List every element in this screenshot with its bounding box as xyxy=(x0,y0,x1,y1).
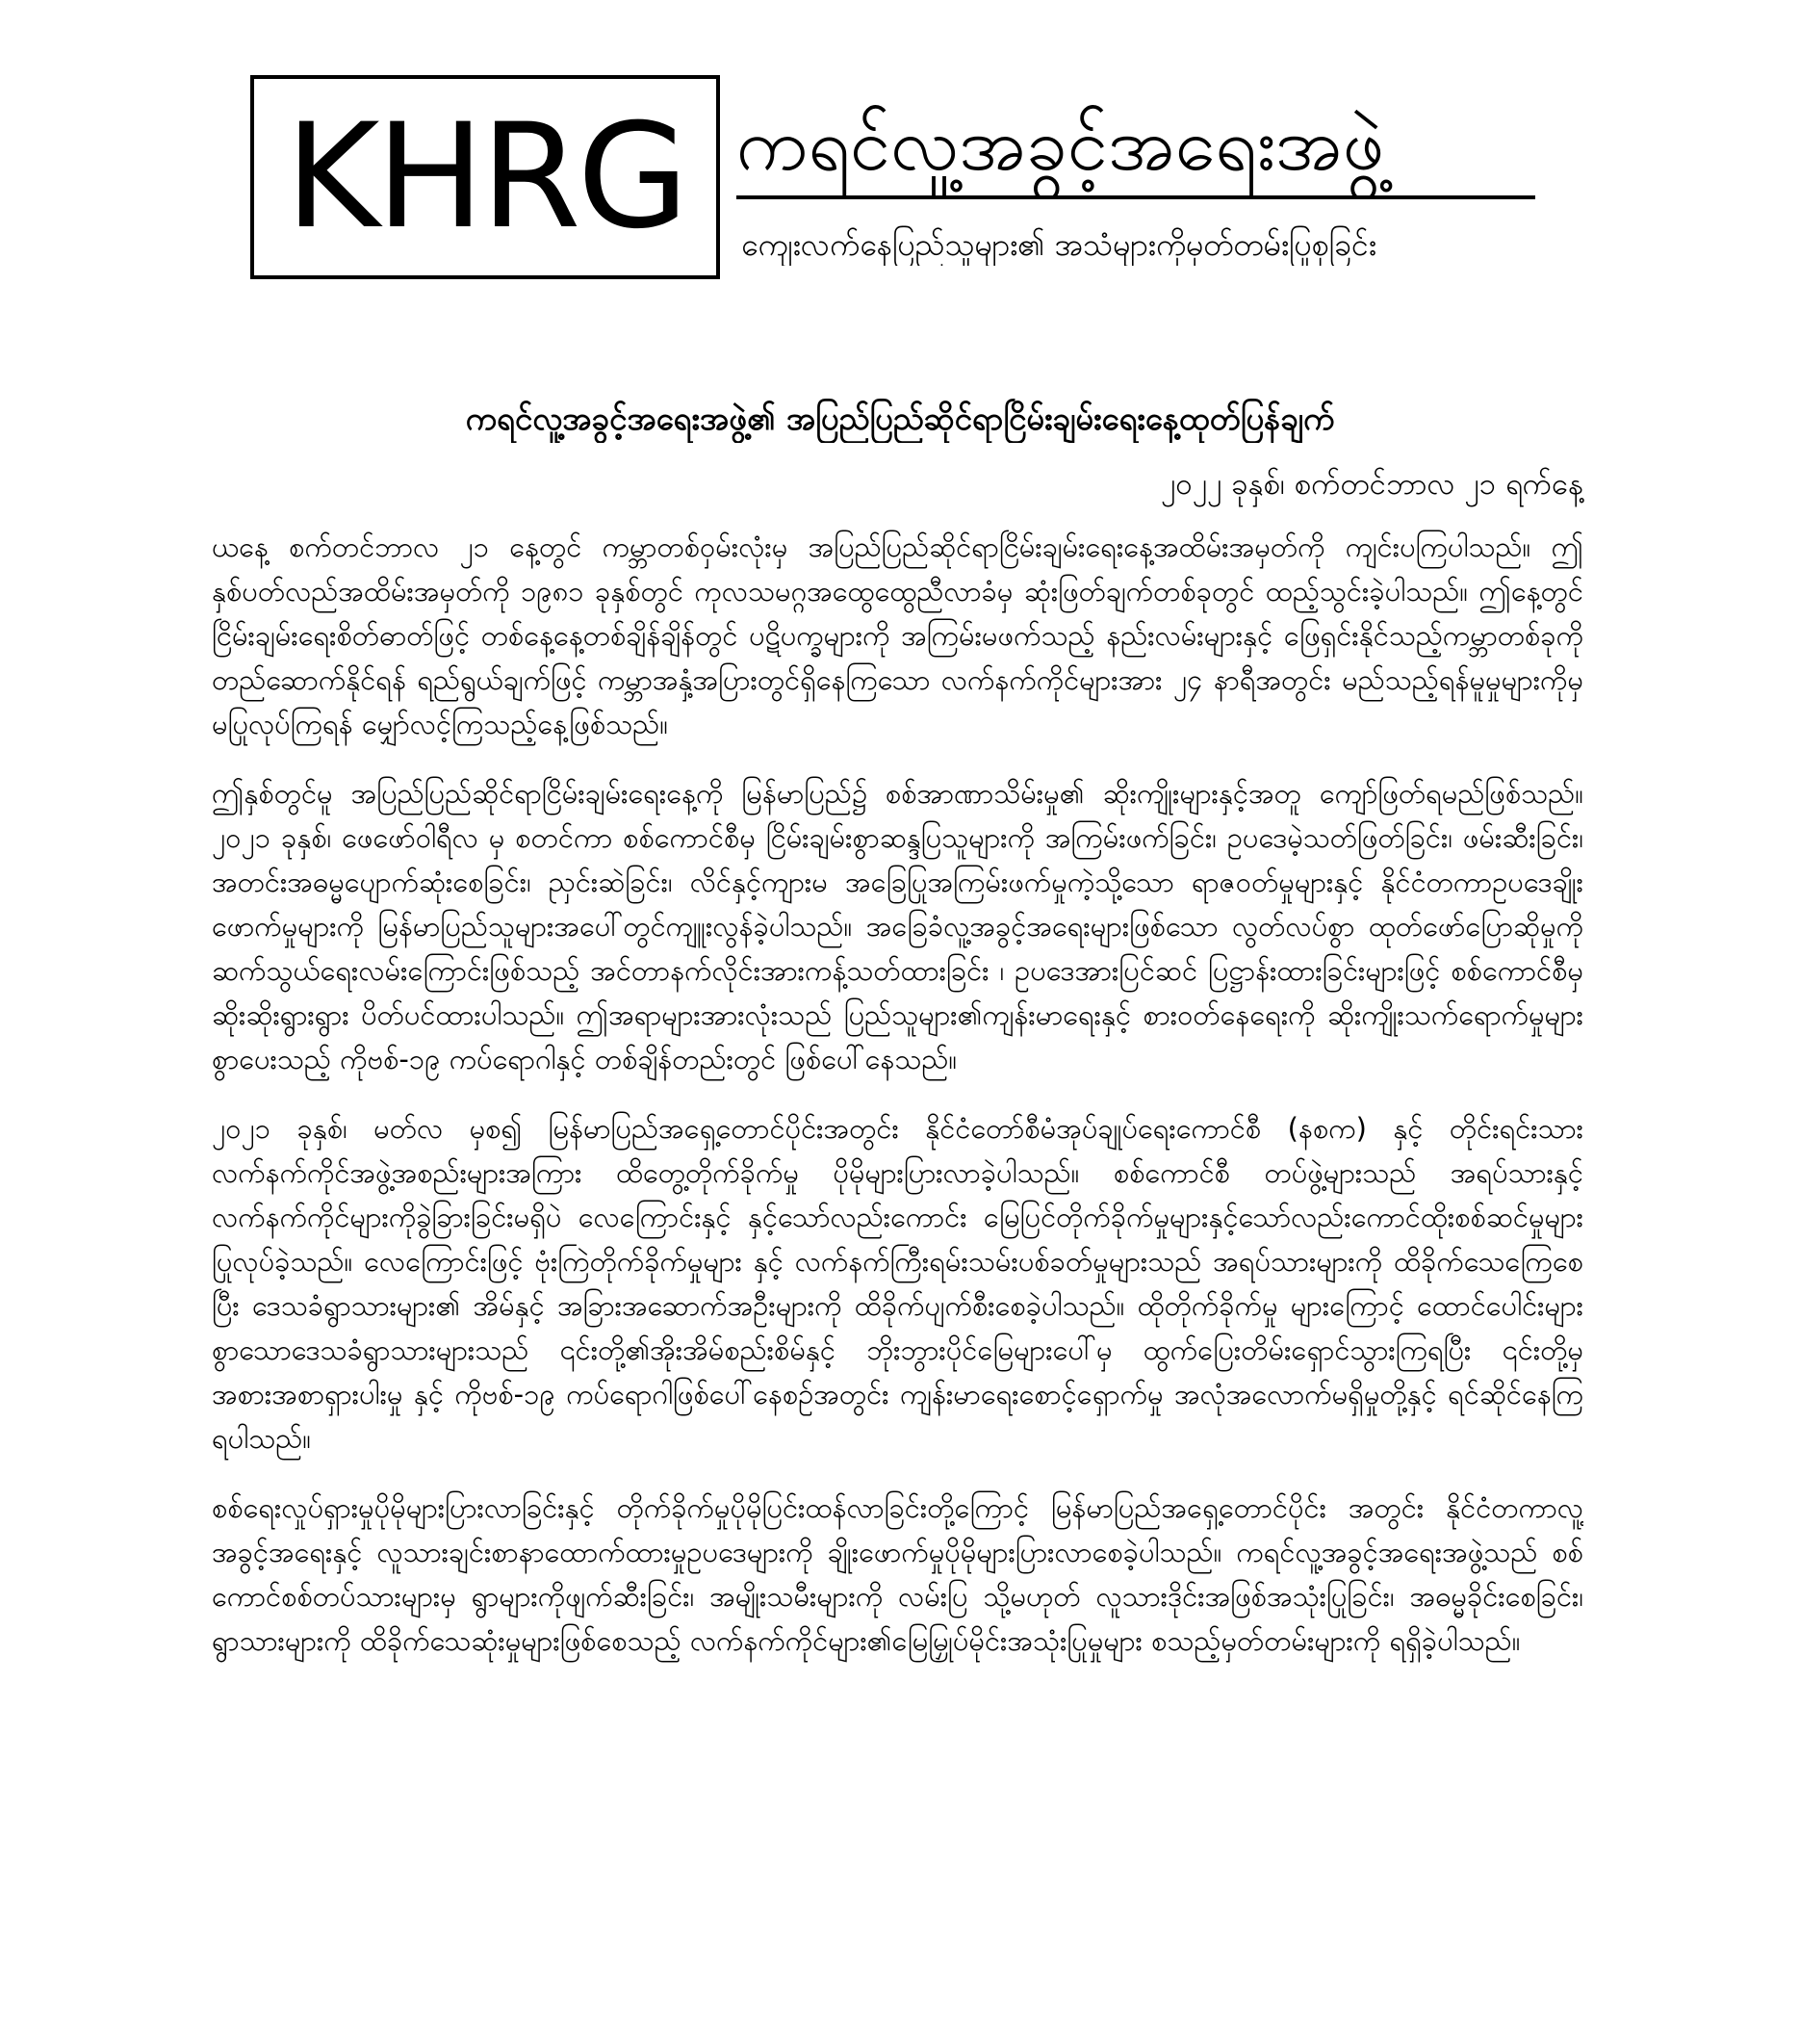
organization-tagline: ကျေးလက်နေပြည်သူများ၏ အသံများကိုမှတ်တမ်းပြုစုခြင်း xyxy=(741,226,1377,263)
logo-text: KHRG xyxy=(285,93,685,261)
header-divider xyxy=(736,195,1535,199)
organization-name: ကရင်လူ့အခွင့်အရေးအဖွဲ့ xyxy=(736,101,1385,187)
paragraph-4: စစ်ရေးလှုပ်ရှားမှုပိုမိုများပြားလာခြင်းနှင့် တိုက်ခိုက်မှုပိုမိုပြင်းထန်လာခြင်းတို့ကြောင့် မြန်မာပြည်အရှေ့တောင်ပိုင်း အတွင်း နိုင်ငံတကာလူ့အခွင့်အရေးနှင့် လူသားချင်းစာနာထောက်ထားမှုဥပဒေများကို ချိုးဖောက်မှုပိုမိုများပြားလာစေခဲ့ပါသည်။ ကရင်လူ့အခွင့်အရေးအဖွဲ့သည် စစ်ကောင်စစ်တပ်သားများမှ ရွာများကိုဖျက်ဆီးခြင်း၊ အမျိုးသမီးများကို လမ်းပြ သို့မဟုတ် လူသားဒိုင်းအဖြစ်အသုံးပြုခြင်း၊ အဓမ္မခိုင်းစေခြင်း၊ ရွာသားများကို ထိခိုက်သေဆုံးမှုများဖြစ်စေသည့် လက်နက်ကိုင်များ၏မြေမြှုပ်မိုင်းအသုံးပြုမှုများ စသည့်မှတ်တမ်းများကို ရရှိခဲ့ပါသည်။ xyxy=(212,1491,1583,1657)
paragraph-2: ဤနှစ်တွင်မူ အပြည်ပြည်ဆိုင်ရာငြိမ်းချမ်းရေးနေ့ကို မြန်မာပြည်၌ စစ်အာဏာသိမ်းမှု၏ ဆိုးကျိုးများနှင့်အတူ ကျော်ဖြတ်ရမည်ဖြစ်သည်။ ၂၀၂၁ ခုနှစ်၊ ဖေဖော်ဝါရီလ မှ စတင်ကာ စစ်ကောင်စီမှ ငြိမ်းချမ်းစွာဆန္ဒပြသူများကို အကြမ်းဖက်ခြင်း၊ ဥပဒေမဲ့သတ်ဖြတ်ခြင်း၊ ဖမ်းဆီးခြင်း၊ အတင်းအဓမ္မပျောက်ဆုံးစေခြင်း၊ ညှင်းဆဲခြင်း၊ လိင်နှင့်ကျားမ အခြေပြုအကြမ်းဖက်မှုကဲ့သို့သော ရာဇဝတ်မှုများနှင့် နိုင်ငံတကာဥပဒေချိုးဖောက်မှုများကို မြန်မာပြည်သူများအပေါ်တွင်ကျူးလွန်ခဲ့ပါသည်။ အခြေခံလူ့အခွင့်အရေးများဖြစ်သော လွတ်လပ်စွာ ထုတ်ဖော်ပြောဆိုမှုကို ဆက်သွယ်ရေးလမ်းကြောင်းဖြစ်သည့် အင်တာနက်လိုင်းအားကန့်သတ်ထားခြင်း ၊ ဥပဒေအားပြင်ဆင် ပြဋ္ဌာန်းထားခြင်းများဖြင့် စစ်ကောင်စီမှ ဆိုးဆိုးရွားရွား ပိတ်ပင်ထားပါသည်။ ဤအရာများအားလုံးသည် ပြည်သူများ၏ကျန်းမာရေးနှင့် စားဝတ်နေရေးကို ဆိုးကျိုးသက်ရောက်မှုများ စွာပေးသည့် ကိုဗစ်-၁၉ ကပ်ရောဂါနှင့် တစ်ချိန်တည်းတွင် ဖြစ်ပေါ်နေသည်။ xyxy=(212,777,1583,1075)
paragraph-3: ၂၀၂၁ ခုနှစ်၊ မတ်လ မှစ၍ မြန်မာပြည်အရှေ့တောင်ပိုင်းအတွင်း နိုင်ငံတော်စီမံအုပ်ချုပ်ရေးကောင်စီ (နစက) နှင့် တိုင်းရင်းသား လက်နက်ကိုင်အဖွဲ့အစည်းများအကြား ထိတွေ့တိုက်ခိုက်မှု ပိုမိုများပြားလာခဲ့ပါသည်။ စစ်ကောင်စီ တပ်ဖွဲ့များသည် အရပ်သားနှင့် လက်နက်ကိုင်များကိုခွဲခြားခြင်းမရှိပဲ လေကြောင်းနှင့် နှင့်သော်လည်းကောင်း မြေပြင်တိုက်ခိုက်မှုများနှင့်သော်လည်းကောင်ထိုးစစ်ဆင်မှုများ ပြုလုပ်ခဲ့သည်။ လေကြောင်းဖြင့် ဗုံးကြဲတိုက်ခိုက်မှုများ နှင့် လက်နက်ကြီးရမ်းသမ်းပစ်ခတ်မှုများသည် အရပ်သားများကို ထိခိုက်သေကြေစေပြီး ဒေသခံရွာသားများ၏ အိမ်နှင့် အခြားအဆောက်အဦးများကို ထိခိုက်ပျက်စီးစေခဲ့ပါသည်။ ထိုတိုက်ခိုက်မှု များကြောင့် ထောင်ပေါင်းများစွာသောဒေသခံရွာသားများသည် ၎င်းတို့၏အိုးအိမ်စည်းစိမ်နှင့် ဘိုးဘွားပိုင်မြေများပေါ်မှ ထွက်ပြေးတိမ်းရှောင်သွားကြရပြီး ၎င်းတို့မှ အစားအစာရှားပါးမှု နှင့် ကိုဗစ်-၁၉ ကပ်ရောဂါဖြစ်ပေါ်နေစဉ်အတွင်း ကျန်းမာရေးစောင့်ရှောက်မှု အလုံအလောက်မရှိမှုတို့နှင့် ရင်ဆိုင်နေကြရပါသည်။ xyxy=(212,1112,1583,1455)
paragraph-1: ယနေ့ စက်တင်ဘာလ ၂၁ နေ့တွင် ကမ္ဘာတစ်ဝှမ်းလုံးမှ အပြည်ပြည်ဆိုင်ရာငြိမ်းချမ်းရေးနေ့အထိမ်းအမှတ်ကို ကျင်းပကြပါသည်။ ဤနှစ်ပတ်လည်အထိမ်းအမှတ်ကို ၁၉၈၁ ခုနှစ်တွင် ကုလသမဂ္ဂအထွေထွေညီလာခံမှ ဆုံးဖြတ်ချက်တစ်ခုတွင် ထည့်သွင်းခဲ့ပါသည်။ ဤနေ့တွင် ငြိမ်းချမ်းရေးစိတ်ဓာတ်ဖြင့် တစ်နေ့နေ့တစ်ချိန်ချိန်တွင် ပဋိပက္ခများကို အကြမ်းမဖက်သည့် နည်းလမ်းများနှင့် ဖြေရှင်းနိုင်သည့်ကမ္ဘာတစ်ခုကို တည်ဆောက်နိုင်ရန် ရည်ရွယ်ချက်ဖြင့် ကမ္ဘာအနှံ့အပြားတွင်ရှိနေကြသော လက်နက်ကိုင်များအား ၂၄ နာရီအတွင်း မည်သည့်ရန်မူမှုများကိုမှ မပြုလုပ်ကြရန် မျှော်လင့်ကြသည့်နေ့ဖြစ်သည်။ xyxy=(212,530,1583,740)
statement-title: ကရင်လူ့အခွင့်အရေးအဖွဲ့၏ အပြည်ပြည်ဆိုင်ရာငြိမ်းချမ်းရေးနေ့ထုတ်ပြန်ချက် xyxy=(465,400,1335,437)
statement-body xyxy=(212,525,1583,2036)
statement-date: ၂၀၂၂ ခုနှစ်၊ စက်တင်ဘာလ ၂၁ ရက်နေ့ xyxy=(1161,467,1583,502)
khrg-logo xyxy=(250,75,720,279)
